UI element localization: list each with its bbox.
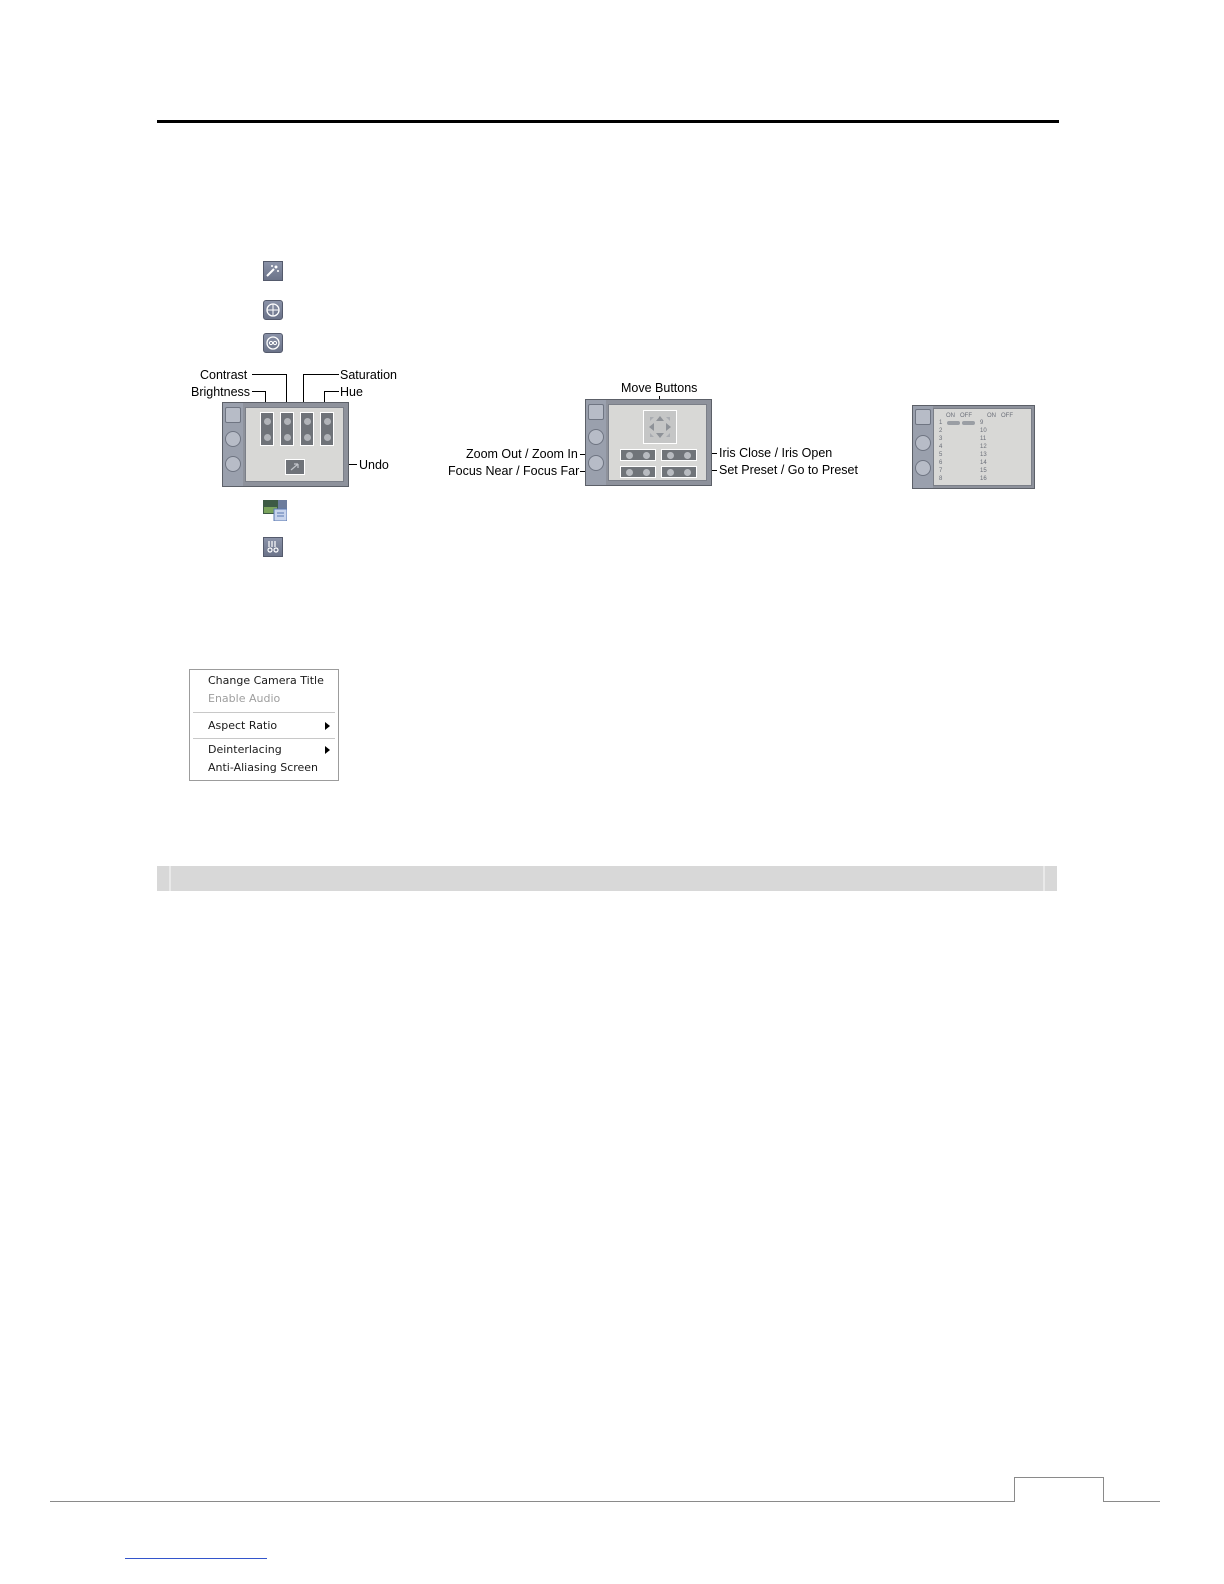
alarm-number: 3 — [939, 436, 943, 442]
alarm-numbers-right — [980, 420, 990, 484]
band-divider — [169, 866, 171, 891]
menu-item-deinterlacing[interactable]: Deinterlacing — [208, 743, 282, 756]
section-band — [157, 866, 1057, 891]
brightness-callout: Brightness — [191, 385, 251, 399]
move-buttons[interactable] — [643, 410, 677, 444]
alarm-number: 13 — [980, 452, 987, 458]
zoom-callout: Zoom Out / Zoom In — [466, 447, 578, 461]
menu-item-aspect-ratio[interactable]: Aspect Ratio — [208, 719, 278, 732]
saturation-callout: Saturation — [340, 368, 397, 382]
ptz-panel-body — [608, 404, 707, 481]
ptz-tab-icon[interactable] — [225, 431, 241, 447]
alarm-panel — [912, 405, 1035, 489]
color-tab-icon[interactable] — [915, 409, 931, 425]
alarm-number: 12 — [980, 444, 987, 450]
alarm-off-header-right: OFF — [1001, 413, 1013, 419]
settings-icon[interactable] — [263, 537, 283, 557]
alarm-tab-icon[interactable] — [225, 456, 241, 472]
submenu-arrow-icon — [325, 746, 330, 754]
ptz-tab-icon[interactable] — [915, 435, 931, 451]
focus-callout: Focus Near / Focus Far — [448, 464, 580, 478]
alarm-number: 7 — [939, 468, 943, 474]
alarm-number: 15 — [980, 468, 987, 474]
preset-callout: Set Preset / Go to Preset — [719, 463, 858, 477]
ptz-panel-figure — [445, 380, 865, 490]
alarm-panel-body — [933, 408, 1032, 486]
snapshot-icon[interactable] — [263, 500, 287, 521]
contrast-callout: Contrast — [200, 368, 248, 382]
alarm-out-icon[interactable] — [263, 333, 283, 353]
color-panel-figure — [190, 365, 430, 490]
alarm-number: 9 — [980, 420, 984, 426]
undo-button[interactable] — [285, 459, 305, 475]
alarm-number: 11 — [980, 436, 987, 442]
color-panel — [222, 402, 349, 487]
contrast-slider[interactable] — [280, 412, 294, 446]
alarm-tab-icon[interactable] — [915, 460, 931, 476]
alarm-toggle-on[interactable] — [947, 421, 960, 425]
color-tab-icon[interactable] — [225, 407, 241, 423]
alarm-number: 2 — [939, 428, 943, 434]
alarm-number: 16 — [980, 476, 987, 482]
panel-tab-strip — [223, 403, 243, 486]
header-rule — [157, 120, 1059, 123]
hue-slider[interactable] — [320, 412, 334, 446]
menu-item-change-camera-title[interactable]: Change Camera Title — [208, 674, 324, 687]
ptz-icon[interactable] — [263, 300, 283, 320]
footer-rule — [50, 1501, 1160, 1502]
submenu-arrow-icon — [325, 722, 330, 730]
band-divider — [1043, 866, 1045, 891]
alarm-number: 5 — [939, 452, 943, 458]
iris-callout: Iris Close / Iris Open — [719, 446, 833, 460]
page-number-tab — [1014, 1477, 1104, 1502]
color-panel-body — [245, 407, 344, 482]
panel-tab-strip — [913, 406, 933, 488]
alarm-off-header-left: OFF — [960, 413, 972, 419]
move-buttons-callout: Move Buttons — [621, 381, 698, 395]
menu-item-enable-audio: Enable Audio — [208, 692, 281, 705]
camera-context-menu — [189, 669, 339, 781]
alarm-on-header-left: ON — [946, 413, 955, 419]
alarm-on-header-right: ON — [987, 413, 996, 419]
menu-item-anti-aliasing-screen[interactable]: Anti-Aliasing Screen — [208, 761, 319, 774]
alarm-number: 10 — [980, 428, 987, 434]
alarm-number: 8 — [939, 476, 943, 482]
focus-buttons[interactable] — [620, 466, 656, 478]
preset-buttons[interactable] — [661, 466, 697, 478]
color-adjust-icon[interactable] — [263, 261, 283, 281]
saturation-slider[interactable] — [300, 412, 314, 446]
alarm-number: 6 — [939, 460, 943, 466]
menu-separator — [193, 712, 335, 713]
undo-callout: Undo — [359, 458, 389, 472]
alarm-number: 14 — [980, 460, 987, 466]
footer-link-underline[interactable] — [125, 1558, 267, 1559]
ptz-panel — [585, 399, 712, 486]
alarm-toggle-off[interactable] — [962, 421, 975, 425]
iris-buttons[interactable] — [661, 449, 697, 461]
color-tab-icon[interactable] — [588, 404, 604, 420]
zoom-buttons[interactable] — [620, 449, 656, 461]
panel-tab-strip — [586, 400, 606, 485]
brightness-slider[interactable] — [260, 412, 274, 446]
hue-callout: Hue — [340, 385, 363, 399]
alarm-numbers-left — [939, 420, 947, 484]
menu-separator — [193, 738, 335, 739]
alarm-tab-icon[interactable] — [588, 455, 604, 471]
alarm-number: 4 — [939, 444, 943, 450]
alarm-number: 1 — [939, 420, 943, 426]
ptz-tab-icon[interactable] — [588, 429, 604, 445]
